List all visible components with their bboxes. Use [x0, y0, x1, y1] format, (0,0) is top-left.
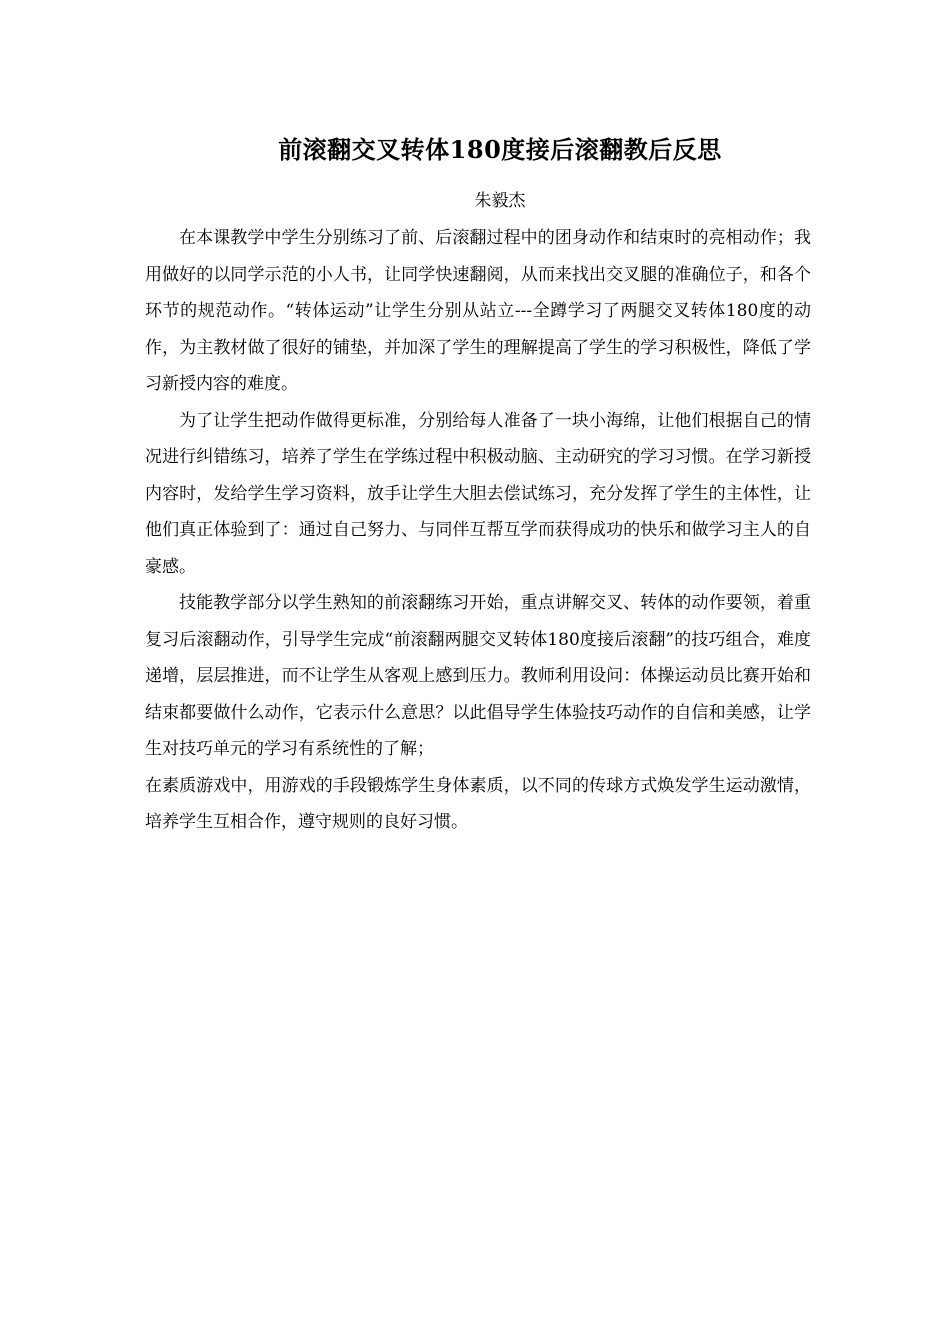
document-title: 前滚翻交叉转体180度接后滚翻教后反思	[278, 135, 722, 164]
paragraph-2: 为了让学生把动作做得更标准，分别给每人准备了一块小海绵，让他们根据自己的情况进行纠错练习，培养了学生在学练过程中积极动脑、主动研究的学习习惯。在学习新授内容时，发给学生学习资料，放手让学生大胆去偿试练习，充分发挥了学生的主体性，让他们真正体验到了：通过自己努力、与同伴互帮互学而获得成功的快乐和做学习主人的自豪感。	[145, 410, 811, 577]
paragraph-3: 技能教学部分以学生熟知的前滚翻练习开始，重点讲解交叉、转体的动作要领，着重复习后滚翻动作，引导学生完成“前滚翻两腿交叉转体180度接后滚翻”的技巧组合，难度递增，层层推进，而不让学生从客观上感到压力。教师利用设问：体操运动员比赛开始和结束都要做什么动作，它表示什么意思？以此倡导学生体验技巧动作的自信和美感，让学生对技巧单元的学习有系统性的了解；	[145, 593, 811, 759]
document-body	[145, 220, 811, 841]
document-author: 朱毅杰	[474, 191, 526, 211]
paragraph-1: 在本课教学中学生分别练习了前、后滚翻过程中的团身动作和结束时的亮相动作；我用做好的以同学示范的小人书，让同学快速翻阅，从而来找出交叉腿的准确位子，和各个环节的规范动作。“转体运动”让学生分别从站立---全蹲学习了两腿交叉转体180度的动作，为主教材做了很好的铺垫，并加深了学生的理解提高了学生的学习积极性，降低了学习新授内容的难度。	[145, 228, 811, 394]
paragraph-4: 在素质游戏中，用游戏的手段锻炼学生身体素质，以不同的传球方式焕发学生运动激情，培养学生互相合作，遵守规则的良好习惯。	[145, 775, 811, 832]
